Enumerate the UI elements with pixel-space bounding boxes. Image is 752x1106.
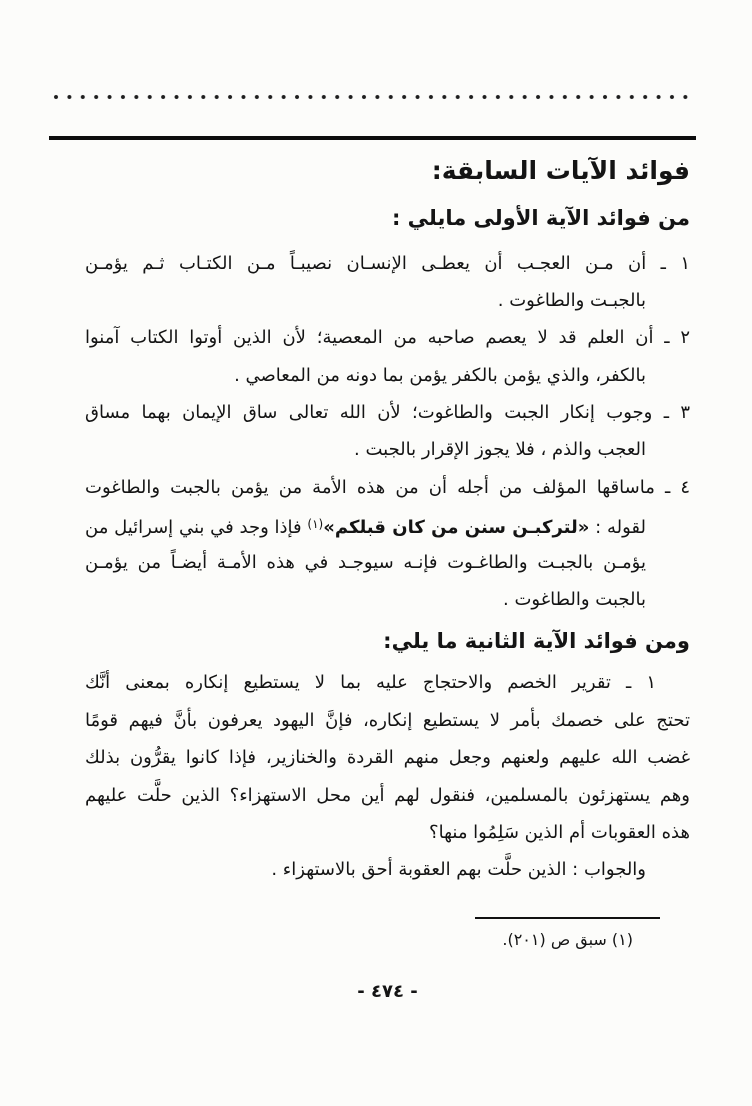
paragraph-line: غضب الله عليهم ولعنهم وجعل منهم القردة والخنازير، فإذا كانوا يقرُّون بذلك — [85, 747, 690, 769]
section-one-body — [85, 245, 690, 619]
paragraph-line: وهم يستهزئون بالمسلمين، فنقول لهم أين محل الاستهزاء؟ الذين حلَّت عليهم — [85, 784, 690, 806]
ellipsis-dots — [53, 94, 692, 100]
section-one-heading: من فوائد الآية الأولى مايلي : — [391, 205, 690, 230]
list-item-line: ١ ـ أن مـن العجـب أن يعطـى الإنسـان نصيبـاً مـن الكتـاب ثـم يؤمـن — [85, 252, 690, 274]
list-item-line: بالجبت والطاغوت . — [503, 589, 646, 611]
list-item-line: بالجبـت والطاغوت . — [497, 289, 646, 311]
paragraph-line: تحتج على خصمك بأمر لا يستطيع إنكاره، فإنَّ اليهود يعرفون بأنَّ فيهم قومًا — [85, 709, 690, 731]
paragraph-line: هذه العقوبات أم الذين سَلِمُوا منها؟ — [429, 821, 690, 843]
list-item-line: ٤ ـ ماساقها المؤلف من أجله أن من هذه الأمة من يؤمن بالجبت والطاغوت — [85, 476, 690, 498]
footnote-ref: (١) — [307, 517, 324, 532]
quote-intro: لقوله : — [589, 517, 647, 539]
quote-line — [85, 506, 690, 543]
list-item-line: يؤمـن بالجبـت والطاغـوت فإنـه سيوجـد في هذه الأمـة أيضـاً من يؤمـن — [85, 551, 646, 573]
list-item-line: ٢ ـ أن العلم قد لا يعصم صاحبه من المعصية؛ لأن الذين أوتوا الكتاب آمنوا — [85, 327, 690, 349]
answer-line: والجواب : الذين حلَّت بهم العقوبة أحق بالاستهزاء . — [271, 859, 646, 881]
section-two-body — [85, 664, 690, 888]
divider-rule — [49, 136, 696, 140]
list-item-line: ٣ ـ وجوب إنكار الجبت والطاغوت؛ لأن الله تعالى ساق الإيمان بهما مساق — [85, 402, 690, 424]
section-two-heading: ومن فوائد الآية الثانية ما يلي: — [383, 629, 690, 654]
footnote-text: (١) سبق ص (٢٠١). — [502, 930, 633, 950]
paragraph-line: ١ ـ تقرير الخصم والاحتجاج عليه بما لا يستطيع إنكاره بمعنى أنَّك — [85, 672, 656, 694]
list-item-line: بالكفر، والذي يؤمن بالكفر يؤمن بما دونه من المعاصي . — [234, 364, 646, 386]
page-title: فوائد الآيات السابقة: — [431, 155, 690, 185]
list-item-line: العجب والذم ، فلا يجوز الإقرار بالجبت . — [354, 439, 646, 461]
quote-continuation: فإذا وجد في بني إسرائيل من — [85, 517, 308, 539]
footnote-rule — [475, 917, 660, 920]
page-number: - ٤٧٤ - — [357, 981, 418, 1003]
hadith-quote: «لتركبـن سنن من كان قبلكم» — [323, 517, 590, 539]
